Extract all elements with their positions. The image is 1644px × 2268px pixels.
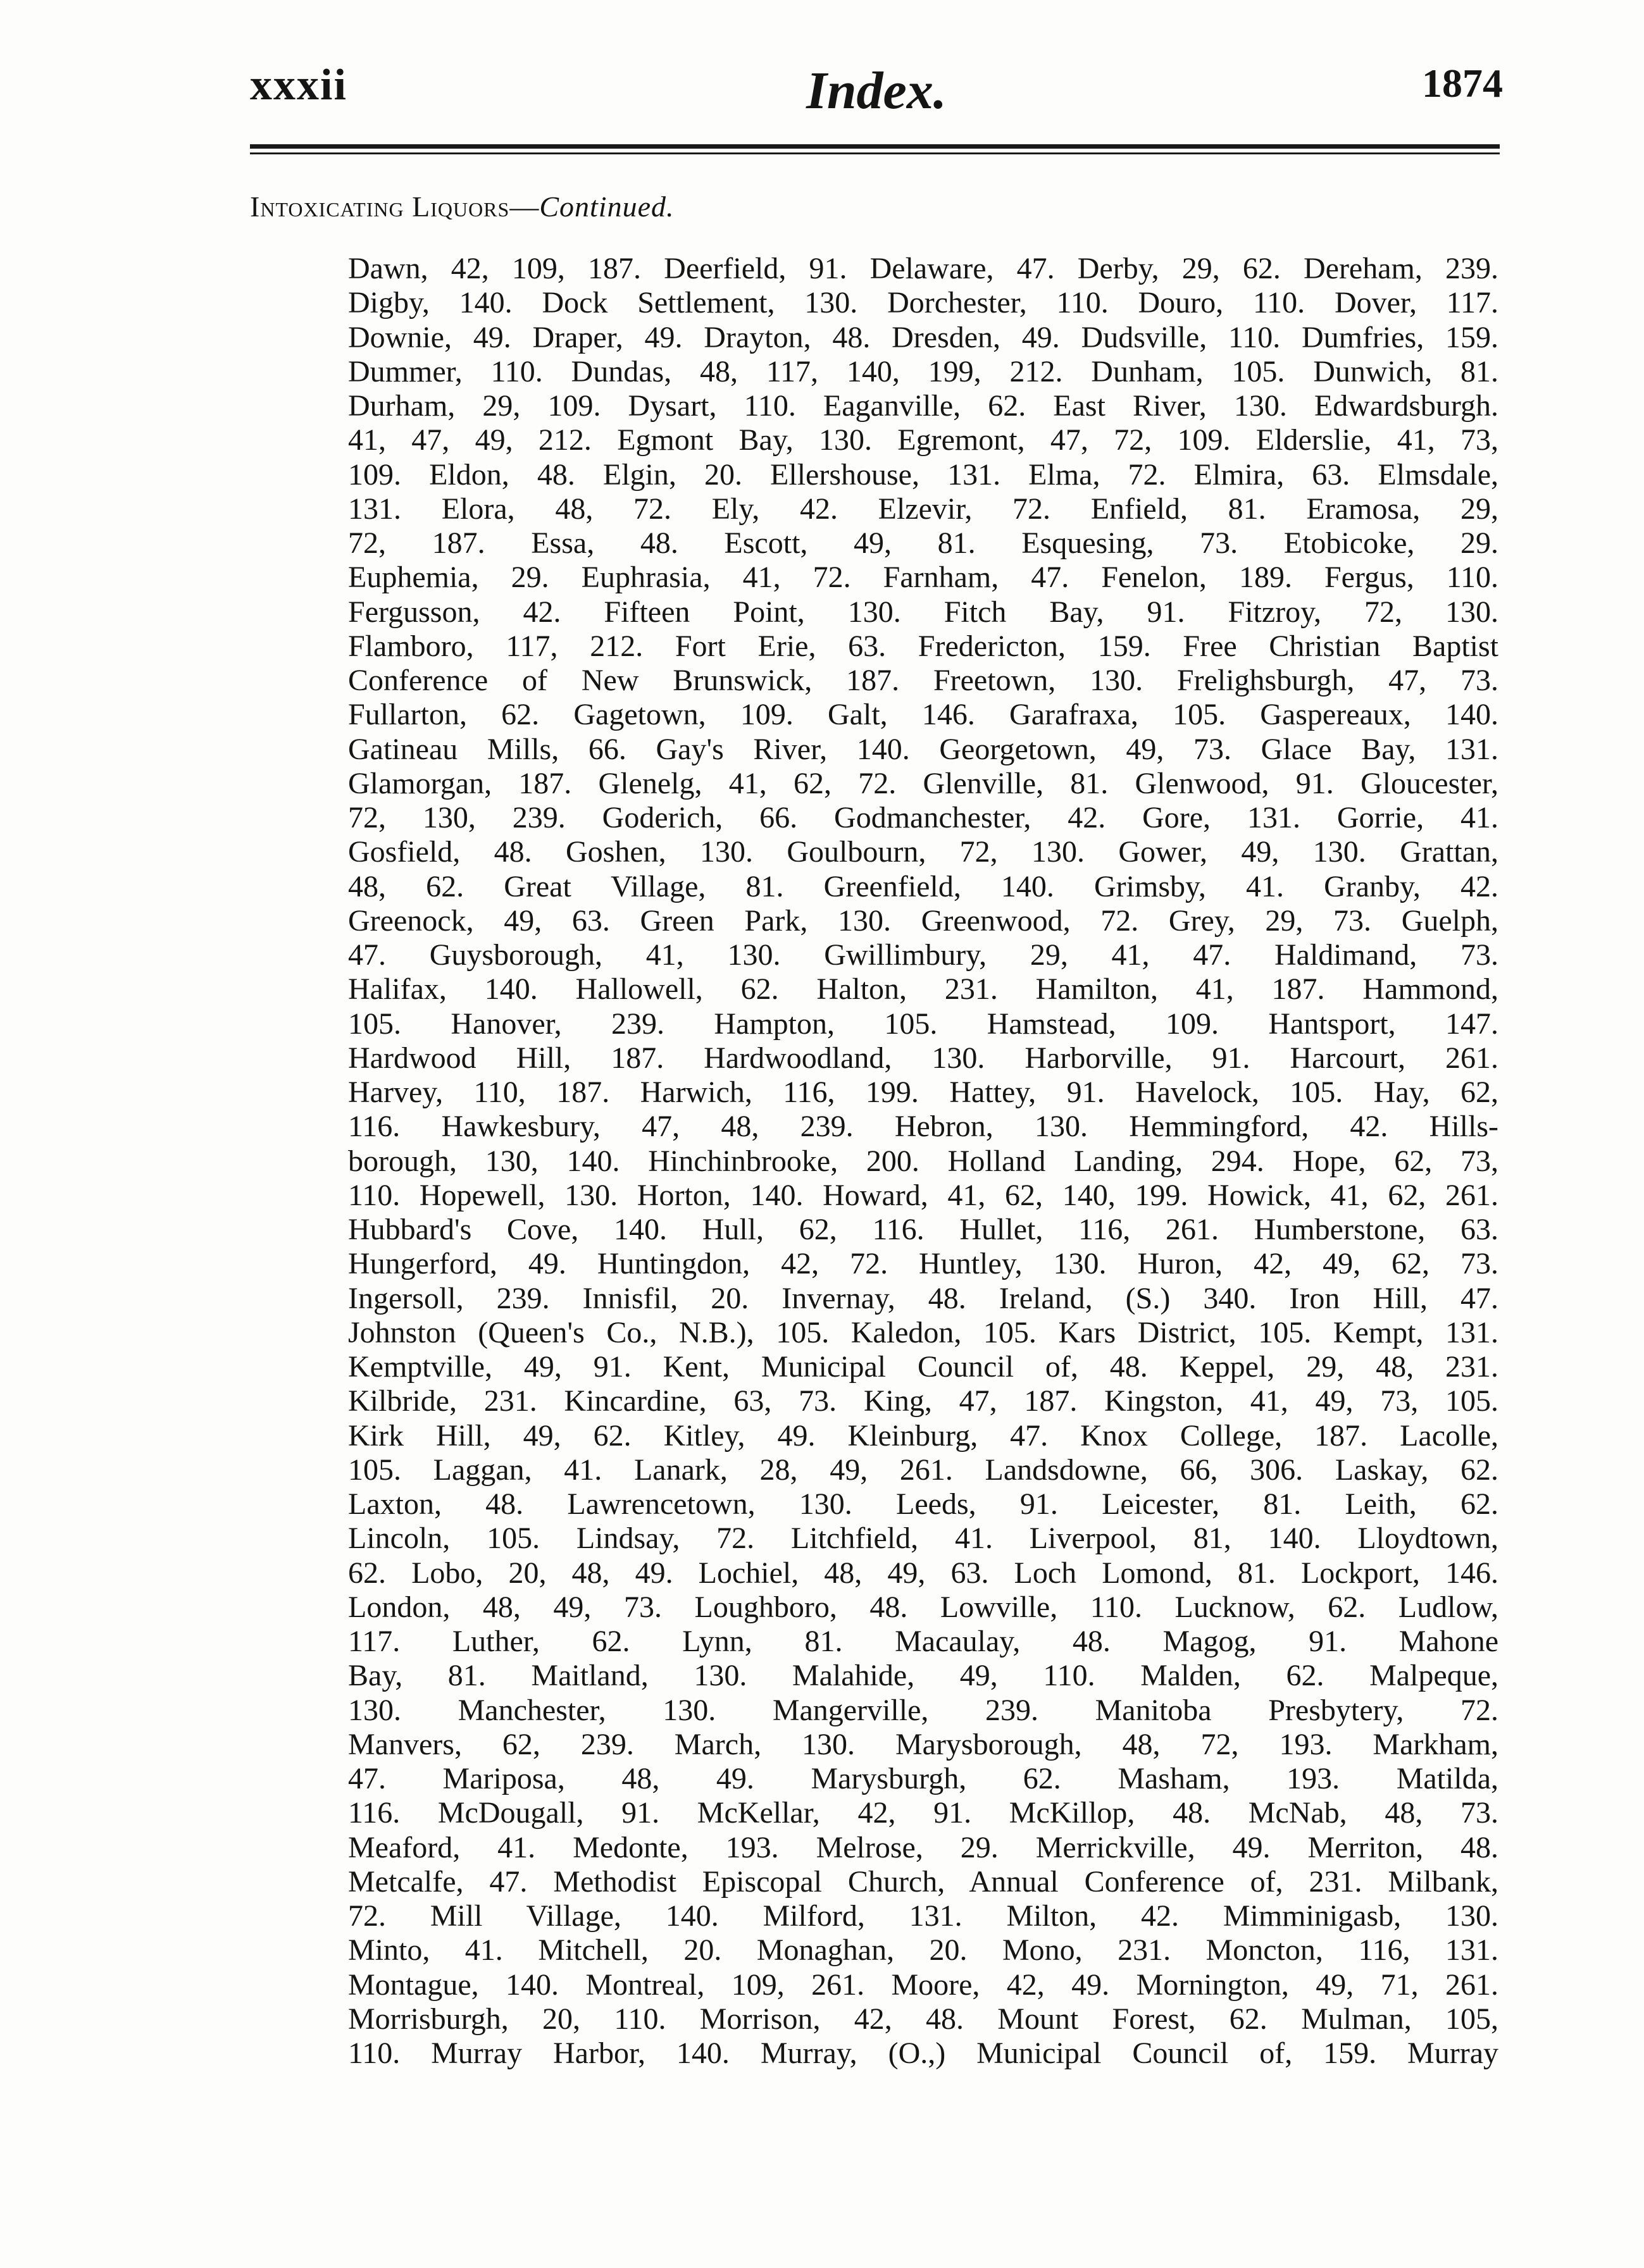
index-line: 130. Manchester, 130. Mangerville, 239. Manitoba Presbytery, 72. <box>348 1693 1498 1727</box>
index-line: Hardwood Hill, 187. Hardwoodland, 130. Harborville, 91. Harcourt, 261. <box>348 1041 1498 1075</box>
header-rule-thin <box>250 152 1500 154</box>
index-line: Gosfield, 48. Goshen, 130. Goulbourn, 72, 130. Gower, 49, 130. Grattan, <box>348 835 1498 869</box>
index-entries <box>348 252 1498 2143</box>
index-line: Kilbride, 231. Kincardine, 63, 73. King, 47, 187. Kingston, 41, 49, 73, 105. <box>348 1384 1498 1418</box>
index-line: 48, 62. Great Village, 81. Greenfield, 140. Grimsby, 41. Granby, 42. <box>348 869 1498 903</box>
header-rule <box>250 144 1500 156</box>
index-line: Montague, 140. Montreal, 109, 261. Moore, 42, 49. Mornington, 49, 71, 261. <box>348 1967 1498 2002</box>
index-line: Greenock, 49, 63. Green Park, 130. Greenwood, 72. Grey, 29, 73. Guelph, <box>348 903 1498 938</box>
index-line: Downie, 49. Draper, 49. Drayton, 48. Dresden, 49. Dudsville, 110. Dumfries, 159. <box>348 320 1498 354</box>
section-heading-continued: Continued. <box>539 190 675 223</box>
index-line: 72, 130, 239. Goderich, 66. Godmanchester, 42. Gore, 131. Gorrie, 41. <box>348 801 1498 834</box>
index-line: 72. Mill Village, 140. Milford, 131. Milton, 42. Mimminigasb, 130. <box>348 1899 1498 1933</box>
index-line: 62. Lobo, 20, 48, 49. Lochiel, 48, 49, 63. Loch Lomond, 81. Lockport, 146. <box>348 1556 1498 1590</box>
index-line: Kemptville, 49, 91. Kent, Municipal Council of, 48. Keppel, 29, 48, 231. <box>348 1350 1498 1384</box>
index-line: Durham, 29, 109. Dysart, 110. Eaganville, 62. East River, 130. Edwardsburgh. <box>348 389 1498 423</box>
page-title: Index. <box>806 61 947 120</box>
index-line: Harvey, 110, 187. Harwich, 116, 199. Hattey, 91. Havelock, 105. Hay, 62, <box>348 1075 1498 1109</box>
index-line: Minto, 41. Mitchell, 20. Monaghan, 20. Mono, 231. Moncton, 116, 131. <box>348 1933 1498 1967</box>
page-header <box>250 60 1503 130</box>
index-line: 72, 187. Essa, 48. Escott, 49, 81. Esquesing, 73. Etobicoke, 29. <box>348 526 1498 560</box>
index-line: Dummer, 110. Dundas, 48, 117, 140, 199, 212. Dunham, 105. Dunwich, 81. <box>348 354 1498 388</box>
index-line: London, 48, 49, 73. Loughboro, 48. Lowville, 110. Lucknow, 62. Ludlow, <box>348 1590 1498 1624</box>
index-line: Euphemia, 29. Euphrasia, 41, 72. Farnham, 47. Fenelon, 189. Fergus, 110. <box>348 561 1498 595</box>
index-line: 131. Elora, 48, 72. Ely, 42. Elzevir, 72. Enfield, 81. Eramosa, 29, <box>348 492 1498 526</box>
index-line: 116. McDougall, 91. McKellar, 42, 91. McKillop, 48. McNab, 48, 73. <box>348 1796 1498 1830</box>
index-line: Conference of New Brunswick, 187. Freetown, 130. Frelighsburgh, 47, 73. <box>348 664 1498 697</box>
index-line: 47. Guysborough, 41, 130. Gwillimbury, 29, 41, 47. Haldimand, 73. <box>348 938 1498 972</box>
index-line: 110. Murray Harbor, 140. Murray, (O.,) Municipal Council of, 159. Murray <box>348 2036 1498 2070</box>
index-line: 116. Hawkesbury, 47, 48, 239. Hebron, 130. Hemmingford, 42. Hills- <box>348 1110 1498 1144</box>
index-line: Hungerford, 49. Huntingdon, 42, 72. Huntley, 130. Huron, 42, 49, 62, 73. <box>348 1247 1498 1281</box>
index-line: Manvers, 62, 239. March, 130. Marysborough, 48, 72, 193. Markham, <box>348 1727 1498 1761</box>
index-line: Kirk Hill, 49, 62. Kitley, 49. Kleinburg, 47. Knox College, 187. Lacolle, <box>348 1418 1498 1453</box>
index-line: borough, 130, 140. Hinchinbrooke, 200. Holland Landing, 294. Hope, 62, 73, <box>348 1144 1498 1178</box>
index-line: 41, 47, 49, 212. Egmont Bay, 130. Egremont, 47, 72, 109. Elderslie, 41, 73, <box>348 423 1498 457</box>
index-line: Johnston (Queen's Co., N.B.), 105. Kaledon, 105. Kars District, 105. Kempt, 131. <box>348 1315 1498 1349</box>
index-line: Flamboro, 117, 212. Fort Erie, 63. Fredericton, 159. Free Christian Baptist <box>348 629 1498 663</box>
index-line: Dawn, 42, 109, 187. Deerfield, 91. Delaware, 47. Derby, 29, 62. Dereham, 239. <box>348 252 1498 285</box>
index-line: 105. Hanover, 239. Hampton, 105. Hamstead, 109. Hantsport, 147. <box>348 1007 1498 1041</box>
index-line: Halifax, 140. Hallowell, 62. Halton, 231. Hamilton, 41, 187. Hammond, <box>348 972 1498 1007</box>
index-line: Laxton, 48. Lawrencetown, 130. Leeds, 91. Leicester, 81. Leith, 62. <box>348 1487 1498 1521</box>
index-line: Bay, 81. Maitland, 130. Malahide, 49, 110. Malden, 62. Malpeque, <box>348 1659 1498 1693</box>
section-heading-title: Intoxicating Liquors <box>250 190 510 223</box>
index-line: 47. Mariposa, 48, 49. Marysburgh, 62. Masham, 193. Matilda, <box>348 1762 1498 1795</box>
header-rule-thick <box>250 144 1500 149</box>
index-line: Fullarton, 62. Gagetown, 109. Galt, 146. Garafraxa, 105. Gaspereaux, 140. <box>348 698 1498 732</box>
index-line: 105. Laggan, 41. Lanark, 28, 49, 261. Landsdowne, 66, 306. Laskay, 62. <box>348 1453 1498 1487</box>
index-line: 117. Luther, 62. Lynn, 81. Macaulay, 48. Magog, 91. Mahone <box>348 1625 1498 1658</box>
index-line: Ingersoll, 239. Innisfil, 20. Invernay, 48. Ireland, (S.) 340. Iron Hill, 47. <box>348 1281 1498 1315</box>
index-line: Gatineau Mills, 66. Gay's River, 140. Georgetown, 49, 73. Glace Bay, 131. <box>348 732 1498 766</box>
index-line: Morrisburgh, 20, 110. Morrison, 42, 48. Mount Forest, 62. Mulman, 105, <box>348 2002 1498 2036</box>
page-number: xxxii <box>250 61 347 109</box>
index-line: 109. Eldon, 48. Elgin, 20. Ellershouse, 131. Elma, 72. Elmira, 63. Elmsdale, <box>348 457 1498 492</box>
index-line: Digby, 140. Dock Settlement, 130. Dorchester, 110. Douro, 110. Dover, 117. <box>348 286 1498 320</box>
section-heading: Intoxicating Liquors—Continued. <box>250 190 675 223</box>
index-line: Hubbard's Cove, 140. Hull, 62, 116. Hullet, 116, 261. Humberstone, 63. <box>348 1213 1498 1246</box>
index-line: 110. Hopewell, 130. Horton, 140. Howard, 41, 62, 140, 199. Howick, 41, 62, 261. <box>348 1178 1498 1212</box>
index-line: Lincoln, 105. Lindsay, 72. Litchfield, 41. Liverpool, 81, 140. Lloydtown, <box>348 1521 1498 1556</box>
page-year: 1874 <box>1422 61 1503 106</box>
index-line: Metcalfe, 47. Methodist Episcopal Church, Annual Conference of, 231. Milbank, <box>348 1864 1498 1899</box>
index-line: Meaford, 41. Medonte, 193. Melrose, 29. Merrickville, 49. Merriton, 48. <box>348 1830 1498 1864</box>
index-line: Glamorgan, 187. Glenelg, 41, 62, 72. Glenville, 81. Glenwood, 91. Gloucester, <box>348 766 1498 800</box>
index-line: Fergusson, 42. Fifteen Point, 130. Fitch Bay, 91. Fitzroy, 72, 130. <box>348 595 1498 629</box>
